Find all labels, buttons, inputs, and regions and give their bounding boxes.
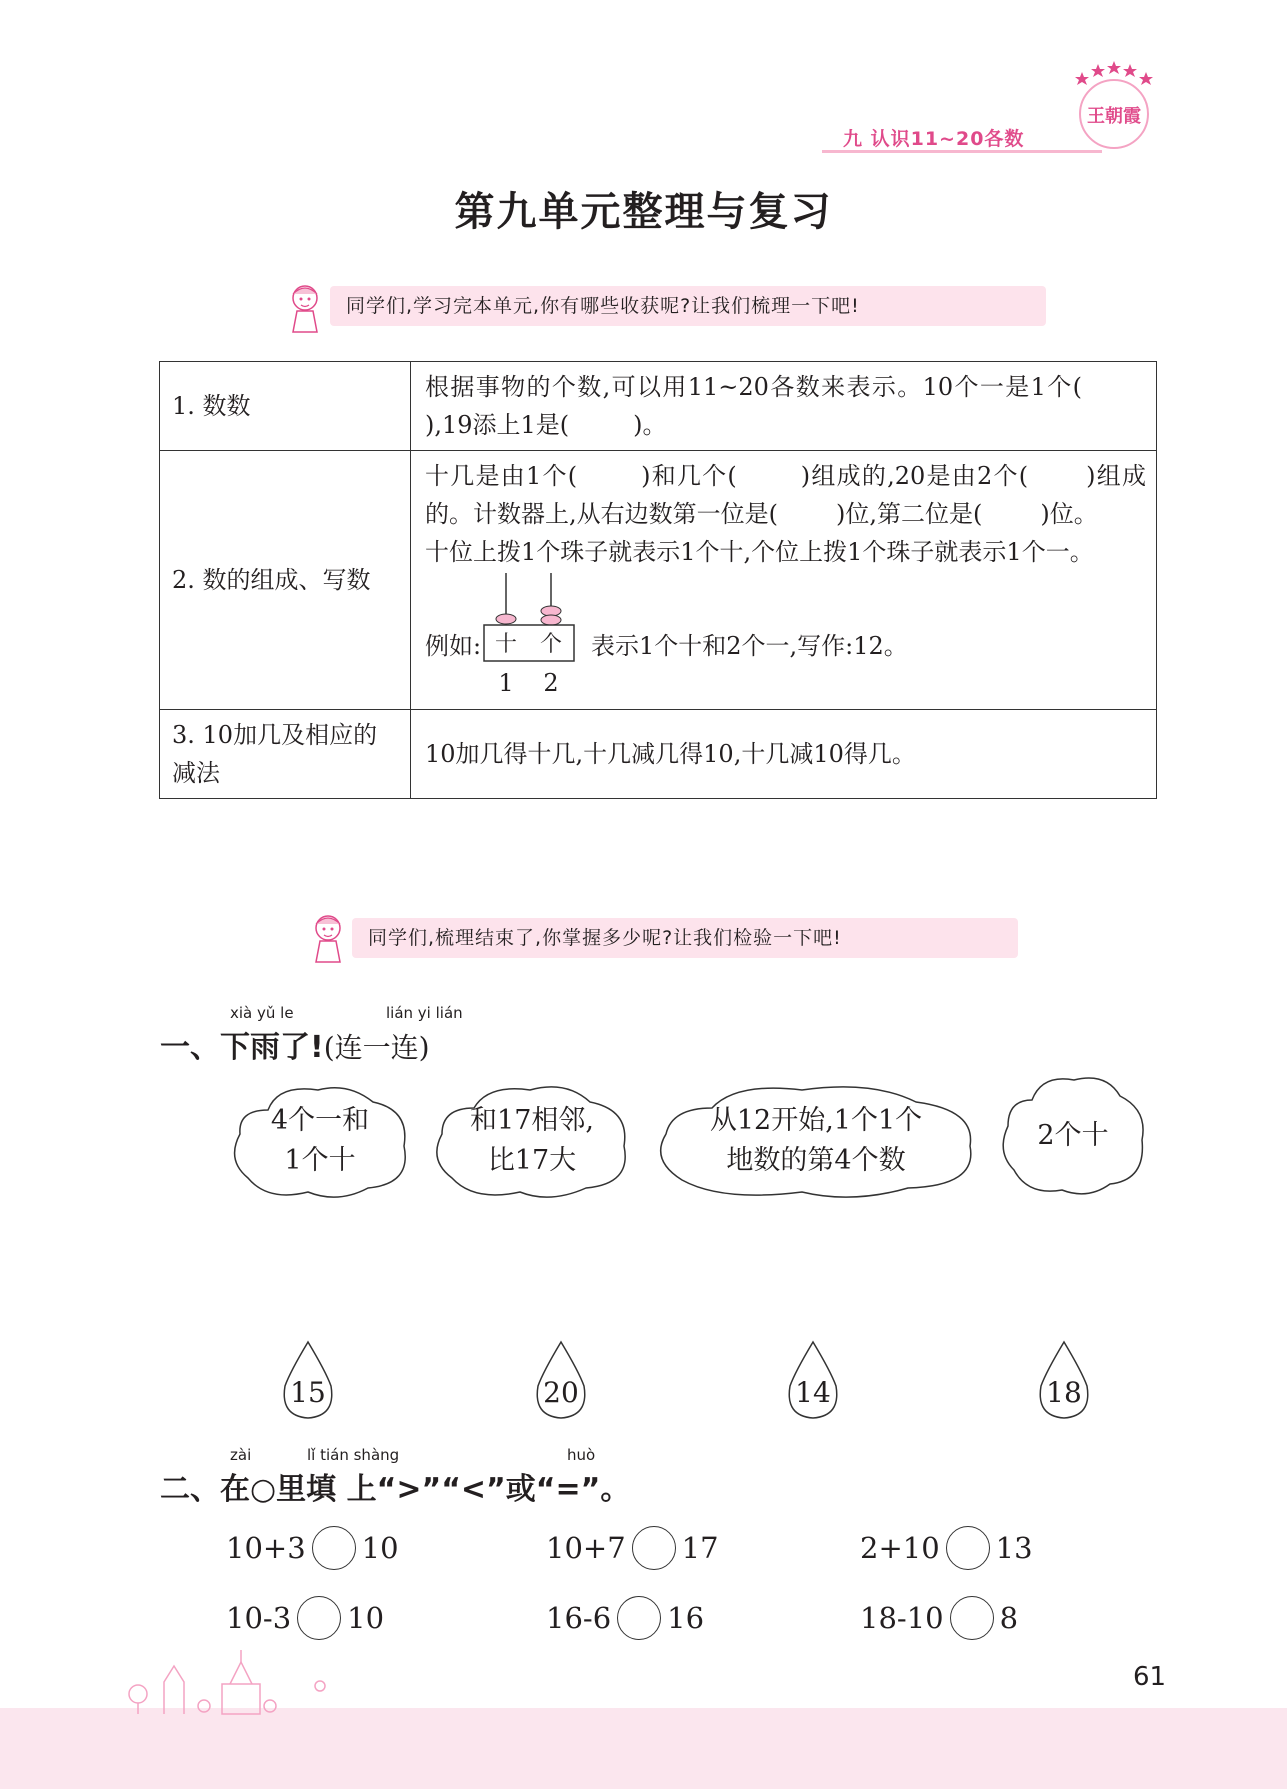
answer-circle[interactable] (297, 1596, 341, 1640)
row-topic: 3. 10加几及相应的减法 (160, 710, 411, 799)
raindrop[interactable] (1036, 1340, 1092, 1420)
composition-text: 十几是由1个( )和几个( )组成的,20是由2个( )组成的。计数器上,从右边数第一位是( )位,第二位是( )位。 (425, 462, 1146, 528)
abacus-ones-label: 个 (539, 632, 563, 657)
page-number: 61 (1133, 1662, 1167, 1692)
answer-circle[interactable] (632, 1526, 676, 1570)
castle-decoration-icon (120, 1636, 350, 1716)
abacus-example (425, 571, 1146, 703)
comparison-item: 10+3 10 (226, 1525, 399, 1571)
table-row (160, 710, 1157, 799)
table-row (160, 362, 1157, 451)
raindrop-number: 15 (290, 1376, 326, 1409)
answer-circle[interactable] (950, 1596, 994, 1640)
section1-title: 一、下雨了!(连一连) (160, 1030, 430, 1065)
raindrop[interactable] (533, 1340, 589, 1420)
row-content (411, 451, 1157, 710)
header-underline (822, 150, 1102, 153)
cloud-card[interactable]: 4个一和 1个十 (228, 1080, 412, 1202)
section2-title: 二、在○里填 上“>”“<”或“=”。 (160, 1472, 631, 1507)
pinyin-litianshang: lǐ tián shàng (307, 1446, 400, 1464)
comparison-item: 18-10 8 (860, 1595, 1018, 1641)
bead-explanation: 十位上拨1个珠子就表示1个十,个位上拨1个珠子就表示1个一。 (425, 538, 1094, 566)
chapter-label: 九 认识11~20各数 (843, 128, 1025, 150)
page-title: 第九单元整理与复习 (454, 189, 833, 235)
comparison-item: 16-6 16 (546, 1595, 704, 1641)
footer-band (0, 1708, 1287, 1789)
comparison-item: 10-3 10 (226, 1595, 384, 1641)
cloud-card[interactable]: 2个十 (998, 1070, 1148, 1202)
review-intro-bubble: 同学们,学习完本单元,你有哪些收获呢?让我们梳理一下吧! (330, 286, 1046, 326)
example-text: 表示1个十和2个一,写作:12。 (591, 632, 908, 660)
comparison-item: 10+7 17 (546, 1525, 719, 1571)
abacus-tens-label: 十 (494, 632, 518, 657)
comparison-item: 2+10 13 (860, 1525, 1033, 1571)
row-topic: 2. 数的组成、写数 (160, 451, 411, 710)
abacus-icon (483, 573, 578, 697)
pinyin-xiayule: xià yǔ le (230, 1004, 294, 1022)
abacus-tens-digit: 1 (498, 669, 514, 697)
answer-circle[interactable] (946, 1526, 990, 1570)
pinyin-zai: zài (230, 1446, 252, 1464)
row-content: 10加几得十几,十几减几得10,十几减10得几。 (411, 710, 1157, 799)
cartoon-kid-icon (280, 280, 330, 338)
raindrop[interactable] (280, 1340, 336, 1420)
review-table (159, 361, 1157, 799)
svg-text:王朝霞: 王朝霞 (1087, 106, 1141, 127)
raindrop-number: 20 (543, 1376, 579, 1409)
pinyin-lianyilian: lián yi lián (386, 1004, 463, 1022)
check-intro-bubble: 同学们,梳理结束了,你掌握多少呢?让我们检验一下吧! (352, 918, 1018, 958)
answer-circle[interactable] (312, 1526, 356, 1570)
cloud-card[interactable]: 和17相邻, 比17大 (430, 1080, 634, 1202)
pinyin-huo: huò (567, 1446, 596, 1464)
raindrop-number: 18 (1046, 1376, 1082, 1409)
example-label: 例如: (425, 632, 482, 660)
row-content: 根据事物的个数,可以用11~20各数来表示。10个一是1个(),19添上1是( )。 (411, 362, 1157, 451)
row-topic: 1. 数数 (160, 362, 411, 451)
brand-logo-icon (1068, 58, 1160, 154)
abacus-ones-digit: 2 (543, 669, 559, 697)
raindrop[interactable] (785, 1340, 841, 1420)
cartoon-kid-icon (303, 910, 353, 968)
answer-circle[interactable] (617, 1596, 661, 1640)
raindrop-number: 14 (795, 1376, 831, 1409)
table-row (160, 451, 1157, 710)
cloud-card[interactable]: 从12开始,1个1个 地数的第4个数 (652, 1080, 980, 1202)
